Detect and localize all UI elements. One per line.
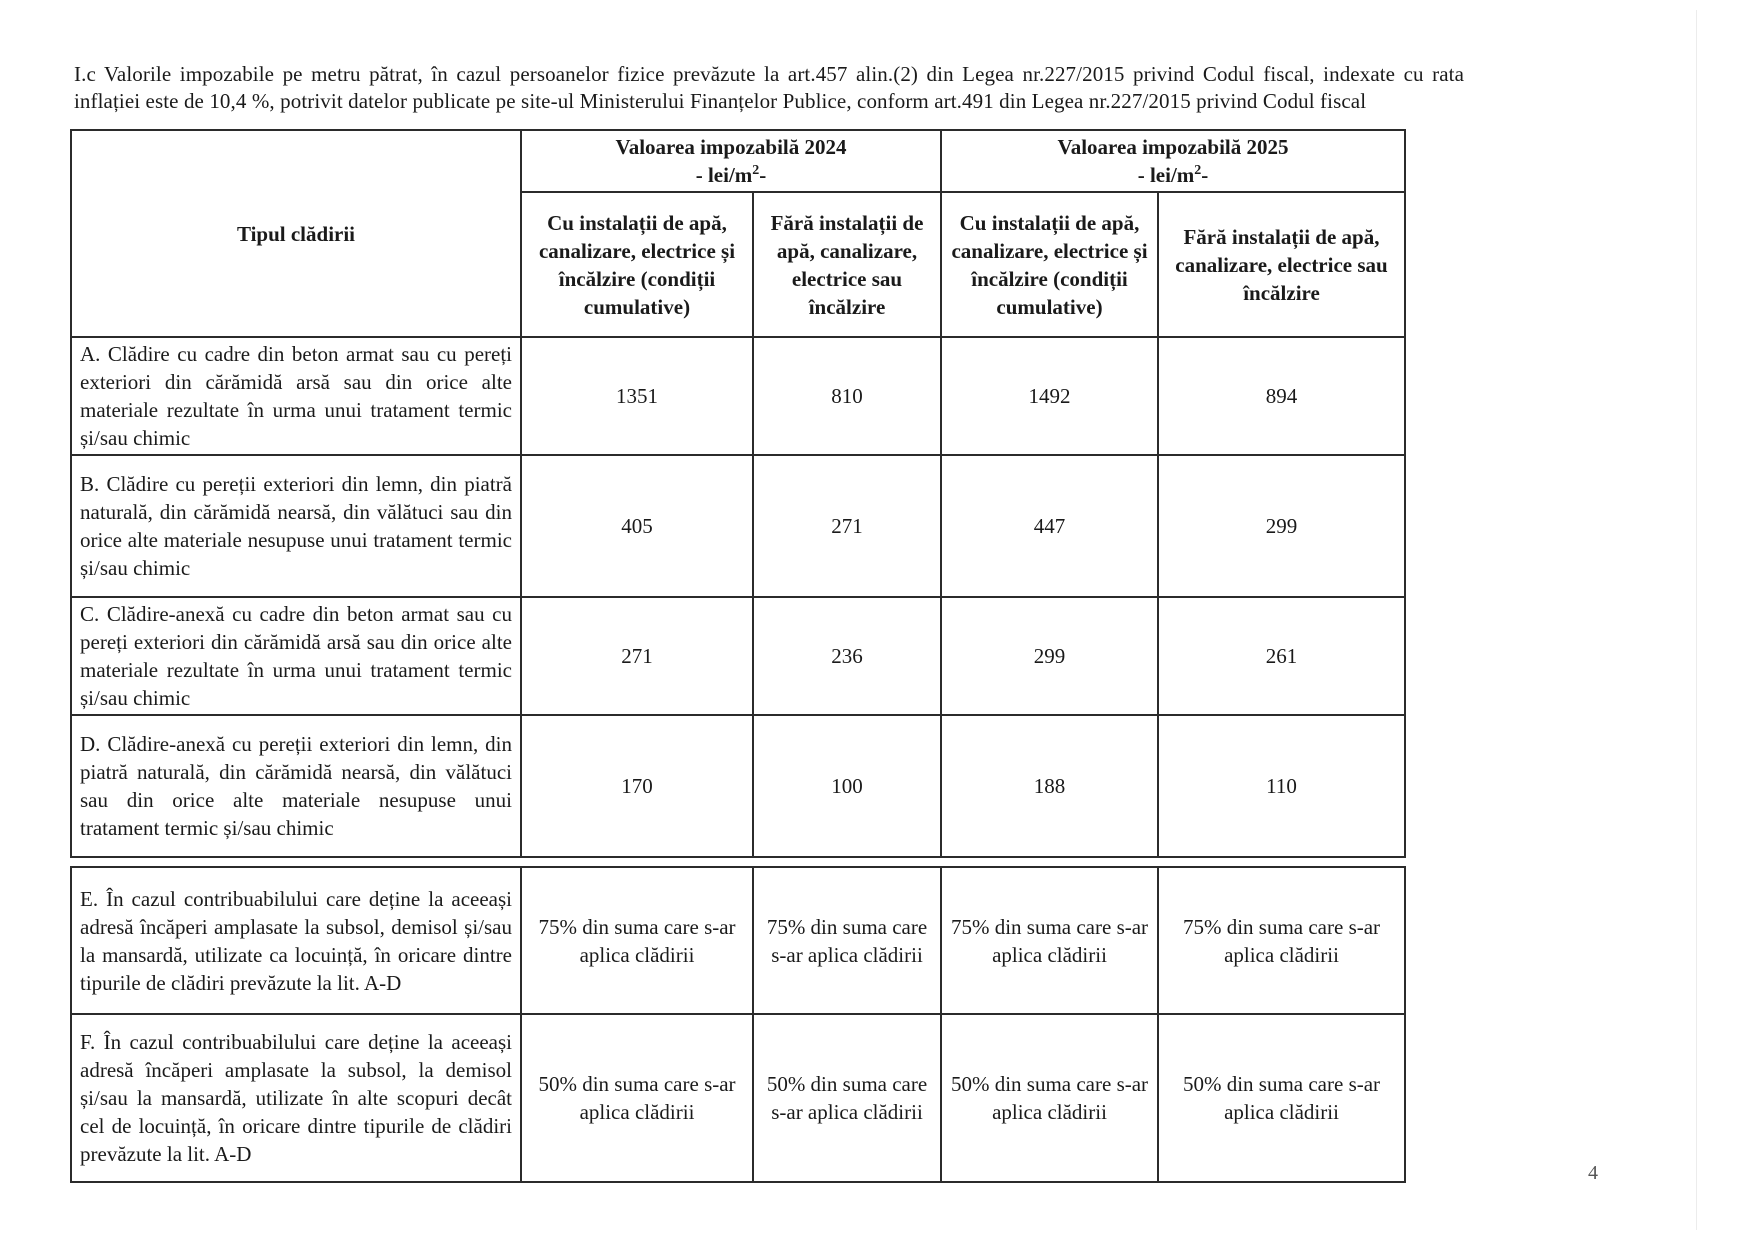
value-cell: 100 [753, 715, 941, 857]
value-cell: 110 [1158, 715, 1405, 857]
building-type-b: B. Clădire cu pereții exteriori din lemn, din piatră naturală, din cărămidă nearsă, din vălătuci sau din orice alte materiale nesupuse unui tratament termic și/sau chimic [71, 455, 521, 597]
page-number: 4 [1588, 1162, 1598, 1184]
value-cell: 1351 [521, 337, 753, 455]
table-row [71, 867, 1405, 1014]
reduction-table [70, 866, 1406, 1183]
value-cell: 236 [753, 597, 941, 715]
value-cell: 299 [1158, 455, 1405, 597]
table-row [71, 1014, 1405, 1182]
value-2024-unit [528, 161, 934, 189]
value-cell: 447 [941, 455, 1158, 597]
percent-cell: 50% din suma care s-ar aplica clădirii [753, 1014, 941, 1182]
subheader-2025-with-utilities: Cu instalații de apă, canalizare, electrice și încălzire (condiții cumulative) [941, 192, 1158, 337]
subheader-2024-with-utilities: Cu instalații de apă, canalizare, electrice și încălzire (condiții cumulative) [521, 192, 753, 337]
col-header-value-2025 [941, 130, 1405, 192]
percent-cell: 75% din suma care s-ar aplica clădirii [753, 867, 941, 1014]
table-row [71, 337, 1405, 455]
value-2025-title: Valoarea impozabilă 2025 [1057, 135, 1289, 159]
value-cell: 405 [521, 455, 753, 597]
taxable-values-table [70, 129, 1406, 858]
value-cell: 299 [941, 597, 1158, 715]
value-cell: 271 [753, 455, 941, 597]
building-type-c: C. Clădire-anexă cu cadre din beton armat sau cu pereți exteriori din cărămidă arsă sau din orice alte materiale rezultate în urma unui tratament termic și/sau chimic [71, 597, 521, 715]
table-row [71, 715, 1405, 857]
unit-prefix: - lei/m [1137, 163, 1195, 187]
building-type-d: D. Clădire-anexă cu pereții exteriori din lemn, din piatră naturală, din cărămidă nearsă, din vălătuci sau din orice alte materiale nesupuse unui tratament termic și/sau chimic [71, 715, 521, 857]
building-type-a: A. Clădire cu cadre din beton armat sau cu pereți exteriori din cărămidă arsă sau din orice alte materiale rezultate în urma unui tratament termic și/sau chimic [71, 337, 521, 455]
value-cell: 188 [941, 715, 1158, 857]
table-row [71, 597, 1405, 715]
intro-paragraph: I.c Valorile impozabile pe metru pătrat, în cazul persoanelor fizice prevăzute la art.457 alin.(2) din Legea nr.227/2015 privind Codul fiscal, indexate cu rata inflației este de 10,4 %, potrivit datelor publicate pe site-ul Ministerului Finanțelor Publice, conform art.491 din Legea nr.227/2015 privind Codul fiscal [74, 62, 1464, 113]
value-2024-title: Valoarea impozabilă 2024 [615, 135, 847, 159]
unit-suffix: - [1201, 163, 1209, 187]
value-cell: 170 [521, 715, 753, 857]
percent-cell: 75% din suma care s-ar aplica clădirii [521, 867, 753, 1014]
col-header-value-2024 [521, 130, 941, 192]
percent-cell: 50% din suma care s-ar aplica clădirii [521, 1014, 753, 1182]
building-type-e: E. În cazul contribuabilului care deține la aceeași adresă încăperi amplasate la subsol, demisol și/sau la mansardă, utilizate ca locuință, în oricare dintre tipurile de clădiri prevăzute la lit. A-D [71, 867, 521, 1014]
percent-cell: 50% din suma care s-ar aplica clădirii [941, 1014, 1158, 1182]
percent-cell: 75% din suma care s-ar aplica clădirii [1158, 867, 1405, 1014]
subheader-2025-without-utilities: Fără instalații de apă, canalizare, electrice sau încălzire [1158, 192, 1405, 337]
unit-sup: 2 [1194, 163, 1202, 178]
value-cell: 1492 [941, 337, 1158, 455]
col-header-building-type: Tipul clădirii [71, 130, 521, 337]
value-cell: 894 [1158, 337, 1405, 455]
unit-prefix: - lei/m [695, 163, 753, 187]
table-row [71, 455, 1405, 597]
unit-sup: 2 [752, 163, 760, 178]
percent-cell: 50% din suma care s-ar aplica clădirii [1158, 1014, 1405, 1182]
subheader-2024-without-utilities: Fără instalații de apă, canalizare, electrice sau încălzire [753, 192, 941, 337]
percent-cell: 75% din suma care s-ar aplica clădirii [941, 867, 1158, 1014]
page-edge-rule [1696, 10, 1697, 1230]
unit-suffix: - [759, 163, 767, 187]
value-cell: 810 [753, 337, 941, 455]
value-cell: 261 [1158, 597, 1405, 715]
value-cell: 271 [521, 597, 753, 715]
building-type-f: F. În cazul contribuabilului care deține la aceeași adresă încăperi amplasate la subsol, la demisol și/sau la mansardă, utilizate în alte scopuri decât cel de locuință, în oricare dintre tipurile de clădiri prevăzute la lit. A-D [71, 1014, 521, 1182]
value-2025-unit [948, 161, 1398, 189]
